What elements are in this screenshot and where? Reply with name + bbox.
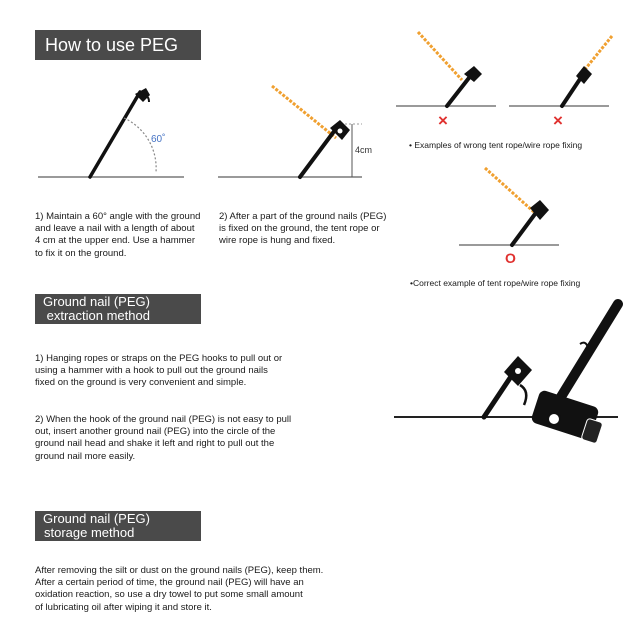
storage-text: After removing the silt or dust on the ground nails (PEG), keep them. After a certain period of time, the ground nail (PEG) will have an oxidation reaction, so use a dry towel to put some small amount of lubricating oil after wiping it and store it. [35, 565, 324, 613]
peg-in-ground-hook [520, 385, 526, 405]
angle-label: 60˚ [151, 134, 166, 145]
step-1-text: 1) Maintain a 60° angle with the ground and leave a nail with a length of about 4 cm at the upper end. Use a hammer to fix it on the ground. [35, 211, 201, 259]
rope [272, 86, 336, 138]
correct-example-caption: •Correct example of tent rope/wire rope fixing [410, 278, 581, 288]
extraction-item-2: 2) When the hook of the ground nail (PEG) is not easy to pull out, insert another ground nail (PEG) into the circle of the ground nail head and shake it left and right to pull out the ground nail more easily. [35, 414, 292, 462]
wrong-mark-1: × [438, 111, 448, 130]
second-peg-shaft [556, 304, 618, 405]
hammer-eye [548, 413, 560, 425]
angle-arc [124, 118, 156, 172]
peg-in-ground-eye [515, 368, 521, 374]
correct-mark: O [505, 250, 516, 266]
step-2-text: 2) After a part of the ground nails (PEG) is fixed on the ground, the tent rope or wire rope is hung and fixed. [219, 211, 387, 247]
height-diagram [218, 86, 372, 177]
wrong-mark-2: × [553, 111, 563, 130]
peg-wrong-1 [447, 74, 472, 106]
peg-wrong-2 [562, 76, 582, 106]
storage-title-line1: Ground nail (PEG) [43, 511, 150, 526]
extraction-diagram [394, 304, 618, 444]
extraction-item-1: 1) Hanging ropes or straps on the PEG hooks to pull out or using a hammer with a hook to pull out the ground nails fixed on the ground is very convenient and simple. [35, 353, 283, 389]
peg-shaft-2 [300, 126, 338, 177]
how-to-use-title: How to use PEG [45, 35, 179, 55]
second-peg-hook [580, 343, 588, 348]
wrong-example-2 [509, 36, 612, 130]
rope-correct [485, 168, 534, 212]
angle-diagram [38, 88, 184, 177]
storage-title-line2: storage method [44, 525, 135, 540]
extraction-title-line1: Ground nail (PEG) [43, 294, 150, 309]
rope-wrong-1 [418, 32, 462, 80]
peg-in-ground [484, 372, 514, 417]
peg-shaft [90, 92, 140, 177]
correct-example [459, 168, 559, 266]
extraction-title-line2: extraction method [43, 308, 150, 323]
peg-correct [512, 210, 538, 245]
wrong-example-1 [396, 32, 496, 130]
wrong-example-caption: • Examples of wrong tent rope/wire rope fixing [409, 140, 583, 150]
peg-eye-2 [338, 129, 343, 134]
height-label: 4cm [355, 145, 373, 155]
